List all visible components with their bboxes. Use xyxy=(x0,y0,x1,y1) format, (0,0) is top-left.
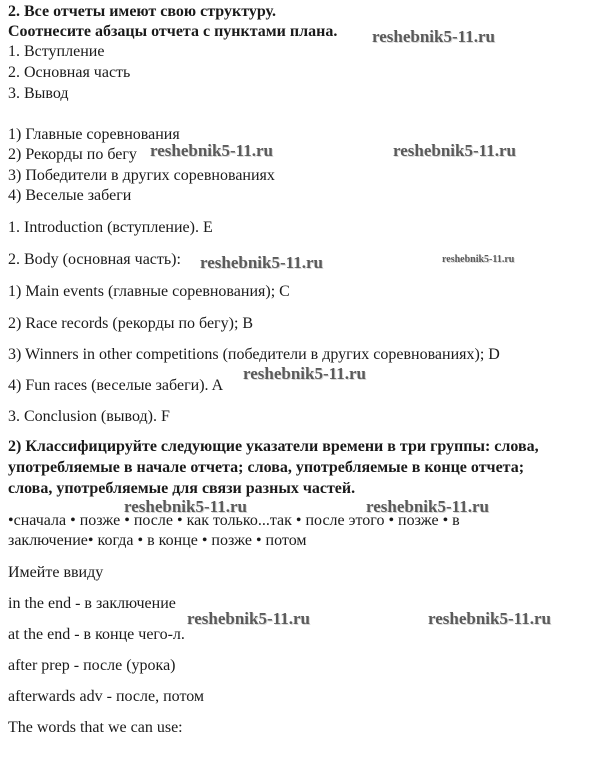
plan-item: 3. Вывод xyxy=(8,85,69,102)
word-list: •сначала • позже • после • как только...так • после этого • позже • в xyxy=(8,512,460,529)
watermark: reshebnik5-11.ru xyxy=(187,609,310,628)
watermark: reshebnik5-11.ru xyxy=(428,609,551,628)
word-list: заключение• когда • в конце • позже • потом xyxy=(8,532,307,549)
note-title: Имейте ввиду xyxy=(8,564,104,581)
answer-line: 2) Race records (рекорды по бегу); B xyxy=(8,315,254,332)
watermark: reshebnik5-11.ru xyxy=(393,141,516,160)
heading-task: 2. Все отчеты имеют свою структуру. xyxy=(8,3,276,20)
sub-item: 3) Победители в других соревнованиях xyxy=(8,167,275,184)
answer-line: 4) Fun races (веселые забеги). A xyxy=(8,377,224,394)
watermark: reshebnik5-11.ru xyxy=(150,141,273,160)
watermark: reshebnik5-11.ru xyxy=(200,253,323,272)
answer-line: 1. Introduction (вступление). E xyxy=(8,219,213,236)
answer-line: 2. Body (основная часть): xyxy=(8,251,181,268)
heading-instruction: Соотнесите абзацы отчета с пунктами плана. xyxy=(8,23,338,40)
task-line: употребляемые в начале отчета; слова, употребляемые в конце отчета; xyxy=(8,459,525,476)
plan-item: 2. Основная часть xyxy=(8,64,131,81)
watermark: reshebnik5-11.ru xyxy=(372,27,495,46)
watermark: reshebnik5-11.ru xyxy=(442,254,515,265)
task-line: слова, употребляемые для связи разных частей. xyxy=(8,480,356,497)
watermark: reshebnik5-11.ru xyxy=(124,497,247,516)
note-line: at the end - в конце чего-л. xyxy=(8,626,185,643)
watermark: reshebnik5-11.ru xyxy=(366,497,489,516)
sub-item: 1) Главные соревнования xyxy=(8,126,180,143)
answer-line: 3) Winners in other competitions (победители в других соревнованиях); D xyxy=(8,346,500,363)
answer-line: 3. Conclusion (вывод). F xyxy=(8,408,170,425)
note-line: afterwards adv - после, потом xyxy=(8,688,205,705)
watermark: reshebnik5-11.ru xyxy=(243,364,366,383)
note-line: after prep - после (урока) xyxy=(8,657,176,674)
plan-item: 1. Вступление xyxy=(8,43,105,60)
answer-line: 1) Main events (главные соревнования); C xyxy=(8,283,290,300)
sub-item: 2) Рекорды по бегу xyxy=(8,146,137,163)
sub-item: 4) Веселые забеги xyxy=(8,187,132,204)
note-line: in the end - в заключение xyxy=(8,595,176,612)
note-line: The words that we can use: xyxy=(8,719,183,736)
task-line: 2) Классифицируйте следующие указатели времени в три группы: слова, xyxy=(8,438,539,455)
